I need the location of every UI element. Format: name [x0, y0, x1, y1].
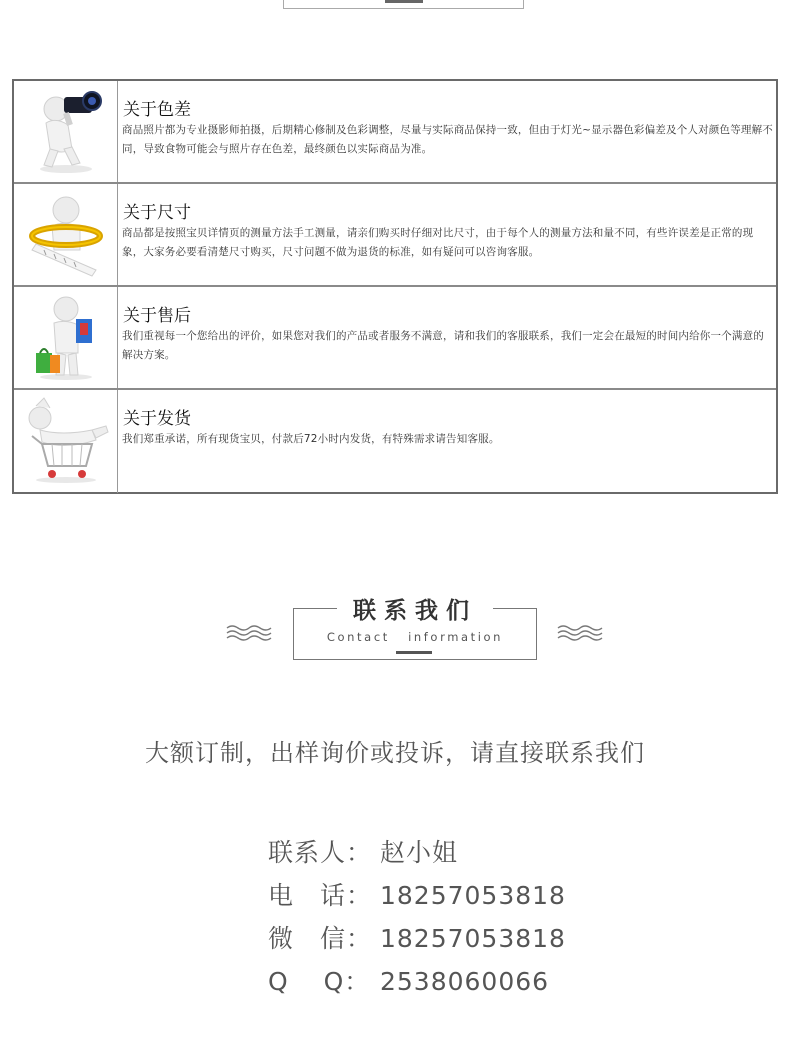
contact-label: 电 话： — [268, 881, 373, 910]
wave-decoration-left-icon — [226, 624, 272, 642]
contact-person — [268, 833, 458, 869]
contact-label: 微 信： — [268, 924, 373, 953]
contact-value: 18257053818 — [380, 881, 566, 910]
row-title: 关于尺寸 — [123, 203, 191, 223]
contact-value: 2538060066 — [380, 967, 550, 996]
row-text: 我们郑重承诺，所有现货宝贝，付款后72小时内发货，有特殊需求请告知客服。 — [122, 433, 500, 445]
top-section-frame — [283, 0, 524, 9]
contact-phone — [268, 876, 566, 912]
contact-label: Q Q： — [268, 967, 371, 996]
contact-value: 18257053818 — [380, 924, 566, 953]
wave-decoration-right-icon — [557, 624, 603, 642]
info-table — [12, 79, 778, 494]
contact-value: 赵小姐 — [380, 838, 459, 867]
contact-wechat — [268, 919, 566, 955]
contact-title-accent-bar — [396, 651, 432, 654]
figure-with-tape-measure-icon — [14, 184, 118, 285]
figure-in-shopping-cart-icon — [14, 390, 118, 493]
contact-label: 联系人： — [268, 838, 373, 867]
info-row-aftersale — [14, 287, 776, 390]
contact-slogan: 大额订制，出样询价或投诉，请直接联系我们 — [145, 739, 645, 767]
contact-title-en: Contact information — [326, 630, 504, 644]
row-text: 商品都是按照宝贝详情页的测量方法手工测量，请亲们购买时仔细对比尺寸，由于每个人的测量方法和量不同，有些许误差是正常的现象，大家务必要看清楚尺寸购买，尺寸问题不做为退货的标准，如有疑问可以咨询客服。 — [122, 227, 754, 258]
top-frame-accent-bar — [385, 0, 423, 3]
info-row-shipping — [14, 390, 776, 493]
figure-with-binoculars-icon — [14, 81, 118, 182]
info-row-size — [14, 184, 776, 287]
figure-with-shopping-bags-icon — [14, 287, 118, 388]
info-row-color — [14, 81, 776, 184]
row-text: 商品照片都为专业摄影师拍摄，后期精心修制及色彩调整，尽量与实际商品保持一致，但由于灯光~显示器色彩偏差及个人对颜色等理解不同，导致食物可能会与照片存在色差，最终颜色以实际商品为准。 — [122, 124, 773, 155]
row-title: 关于售后 — [123, 306, 191, 326]
row-title: 关于发货 — [123, 409, 191, 429]
contact-title-cn: 联系我们 — [353, 598, 477, 624]
contact-qq — [268, 962, 549, 998]
row-title: 关于色差 — [123, 100, 191, 120]
row-text: 我们重视每一个您给出的评价，如果您对我们的产品或者服务不满意，请和我们的客服联系，我们一定会在最短的时间内给你一个满意的解决方案。 — [122, 330, 764, 361]
